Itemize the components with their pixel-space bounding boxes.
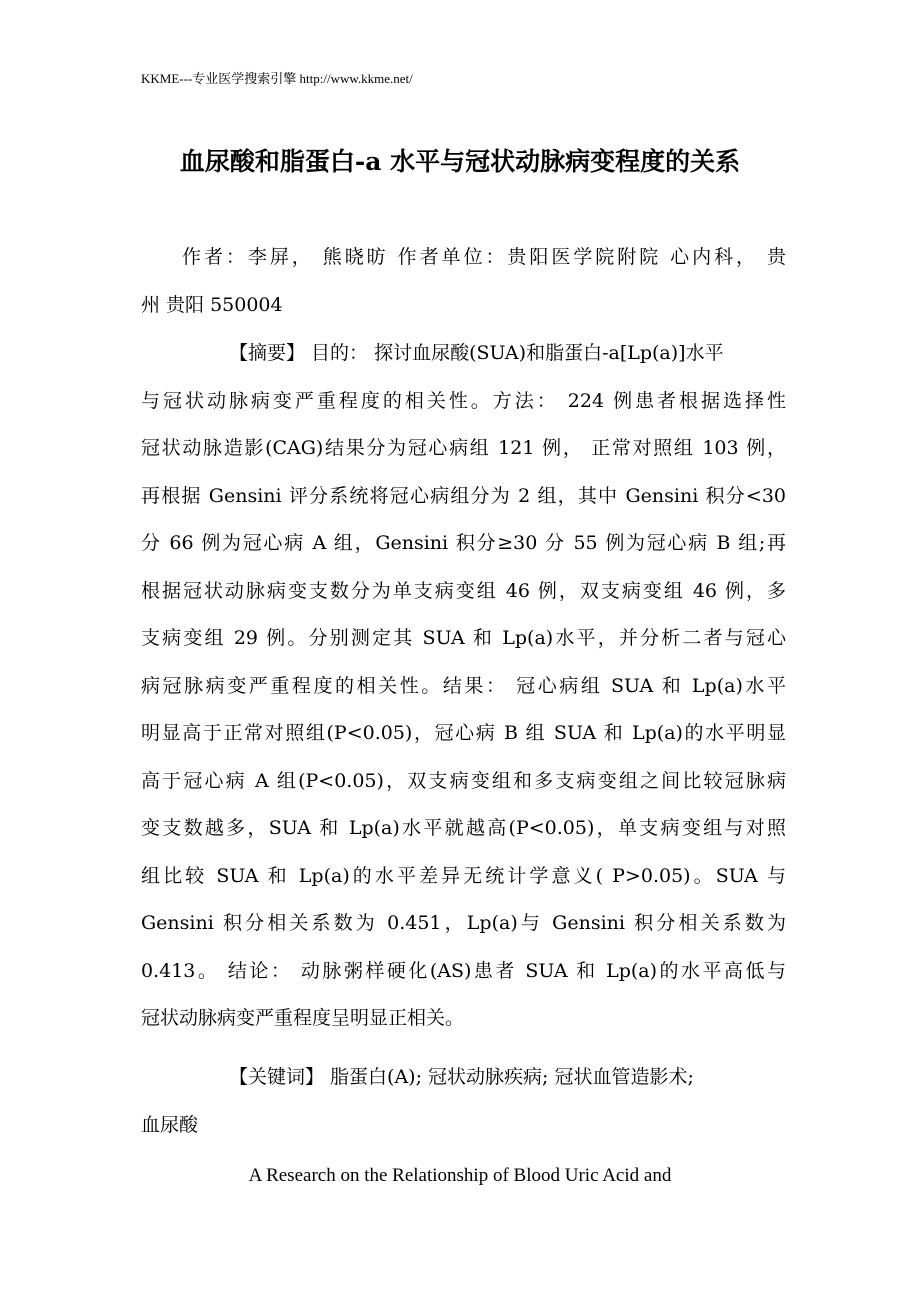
abstract-line: 再根据 Gensini 评分系统将冠心病组分为 2 组，其中 Gensini 积分<30 — [141, 484, 786, 507]
keywords-line: 【关键词】 脂蛋白(A); 冠状动脉疾病; 冠状血管造影术; — [229, 1066, 694, 1088]
abstract-line: 0.413。 结论： 动脉粥样硬化(AS)患者 SUA 和 Lp(a)的水平高低与 — [141, 959, 786, 982]
author-info — [141, 234, 786, 329]
keywords-line: 血尿酸 — [141, 1113, 199, 1136]
abstract-line: 根据冠状动脉病变支数分为单支病变组 46 例，双支病变组 46 例，多 — [141, 579, 786, 602]
keywords — [141, 1054, 786, 1149]
abstract-line: 高于冠心病 A 组(P<0.05)，双支病变组和多支病变组之间比较冠脉病 — [141, 769, 786, 792]
abstract — [141, 330, 786, 1043]
abstract-line: 支病变组 29 例。分别测定其 SUA 和 Lp(a)水平，并分析二者与冠心 — [141, 627, 786, 649]
article-title: 血尿酸和脂蛋白-a 水平与冠状动脉病变程度的关系 — [179, 147, 741, 176]
author-line: 州 贵阳 550004 — [141, 293, 283, 316]
abstract-line: 分 66 例为冠心病 A 组，Gensini 积分≥30 分 55 例为冠心病 B 组;再 — [141, 532, 786, 554]
abstract-line: 【摘要】 目的： 探讨血尿酸(SUA)和脂蛋白-a[Lp(a)]水平 — [229, 342, 724, 364]
abstract-line: 冠状动脉病变严重程度呈明显正相关。 — [141, 1007, 465, 1029]
abstract-line: Gensini 积分相关系数为 0.451，Lp(a)与 Gensini 积分相关系数为 — [141, 912, 786, 934]
abstract-line: 病冠脉病变严重程度的相关性。结果： 冠心病组 SUA 和 Lp(a)水平 — [141, 674, 786, 697]
abstract-line: 明显高于正常对照组(P<0.05)，冠心病 B 组 SUA 和 Lp(a)的水平明显 — [141, 722, 786, 744]
abstract-line: 与冠状动脉病变严重程度的相关性。方法： 224 例患者根据选择性 — [141, 389, 786, 412]
author-line: 作者：李屏， 熊晓昉 作者单位：贵阳医学院附院 心内科， 贵 — [182, 246, 786, 268]
english-title: A Research on the Relationship of Blood Uric Acid and — [248, 1165, 672, 1186]
page-header: KKME---专业医学搜索引擎 http://www.kkme.net/ — [141, 71, 413, 86]
abstract-line: 变支数越多，SUA 和 Lp(a)水平就越高(P<0.05)，单支病变组与对照 — [141, 817, 786, 839]
abstract-line: 组比较 SUA 和 Lp(a)的水平差异无统计学意义( P>0.05)。SUA 与 — [141, 864, 786, 887]
abstract-line: 冠状动脉造影(CAG)结果分为冠心病组 121 例， 正常对照组 103 例， — [141, 437, 786, 459]
